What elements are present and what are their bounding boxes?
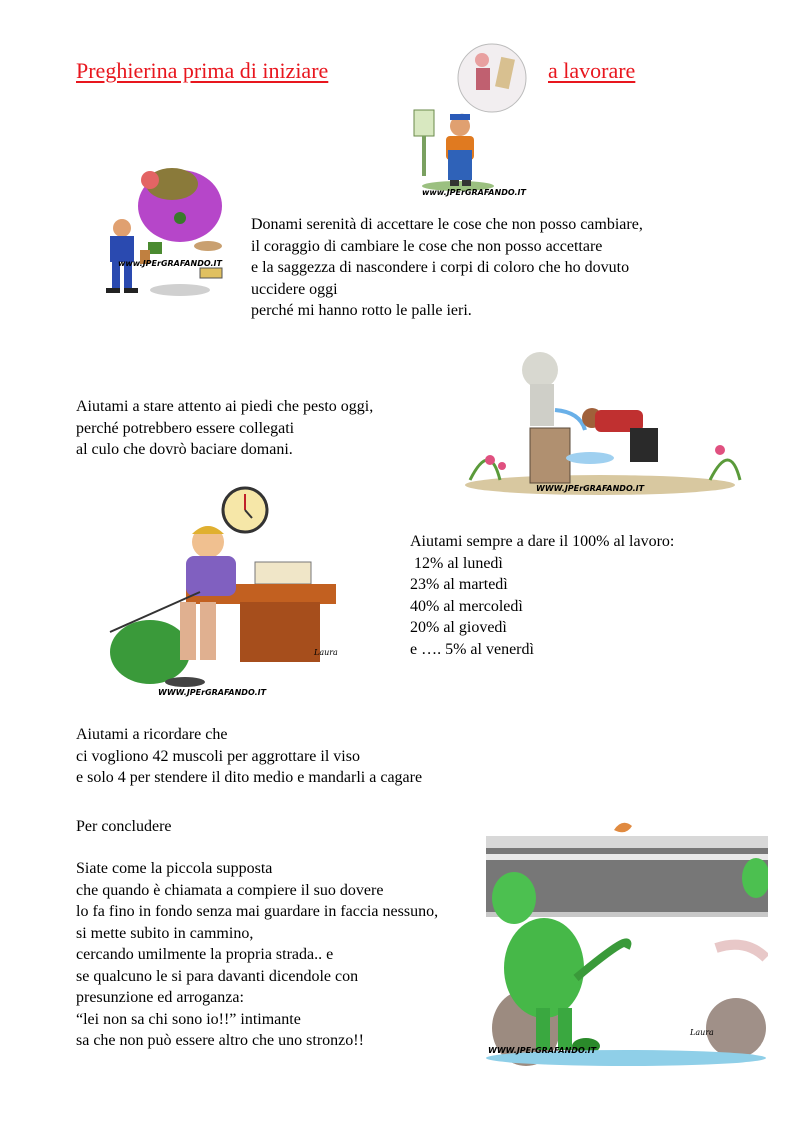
text-line: 12% al lunedì (414, 554, 503, 572)
muscles-paragraph (76, 724, 422, 789)
text-line: perché potrebbero essere collegati (76, 419, 295, 437)
text-line: il coraggio di cambiare le cose che non posso accettare (251, 237, 603, 255)
artist-signature: Laura (690, 1028, 714, 1037)
text-line: se qualcuno le si para davanti dicendole con (76, 967, 359, 985)
text-line: 23% al martedì (410, 576, 508, 593)
artist-signature: Laura (314, 648, 338, 657)
text-line: Donami serenità di accettare le cose che non posso cambiare, (251, 216, 643, 233)
watermark-text: WWW.JPErGRAFANDO.IT (536, 484, 645, 493)
suppository-paragraph (76, 858, 438, 1052)
text-line: al culo che dovrò baciare domani. (76, 441, 293, 458)
percent-paragraph (410, 531, 674, 660)
text-line: si mette subito in cammino, (76, 924, 254, 942)
feet-paragraph (76, 396, 373, 461)
text-line: presunzione ed arroganza: (76, 989, 244, 1006)
text-line: Aiutami a stare attento ai piedi che pesto oggi, (76, 398, 374, 415)
text-line: 40% al mercoledì (410, 597, 523, 615)
serenity-prayer-paragraph (251, 214, 643, 322)
text-line: cercando umilmente la propria strada.. e (76, 946, 334, 963)
text-line: perché mi hanno rotto le palle ieri. (251, 302, 472, 319)
text-line: uccidere oggi (251, 280, 338, 298)
title-right: a lavorare (548, 58, 636, 83)
text-line: Siate come la piccola supposta (76, 860, 273, 877)
watermark-text: WWW.JPErGRAFANDO.IT (488, 1046, 597, 1055)
cartoon-fountain (460, 340, 750, 500)
cartoon-office-worker (90, 482, 340, 704)
text-line: che quando è chiamata a compiere il suo dovere (76, 881, 384, 899)
watermark-text: WWW.JPErGRAFANDO.IT (158, 688, 267, 697)
text-line: ci vogliono 42 muscoli per aggrottare il viso (76, 747, 360, 765)
cartoon-balloon-man (80, 158, 230, 306)
watermark-text: www.JPErGRAFANDO.IT (422, 188, 526, 197)
text-line: sa che non può essere altro che uno stronzo!! (76, 1032, 364, 1049)
title-left: Preghierina prima di iniziare (76, 58, 329, 83)
text-line: “lei non sa chi sono io!!” intimante (76, 1010, 301, 1028)
cartoon-green-creature (486, 818, 768, 1068)
text-line: e la saggezza di nascondere i corpi di coloro che ho dovuto (251, 259, 630, 276)
text-line: lo fa fino in fondo senza mai guardare in faccia nessuno, (76, 903, 439, 920)
text-line: Aiutami sempre a dare il 100% al lavoro: (410, 533, 675, 550)
cartoon-mailbox-man (400, 40, 535, 200)
watermark-text: www.JPErGRAFANDO.IT (118, 259, 222, 268)
text-line: Aiutami a ricordare che (76, 726, 228, 743)
conclusion-heading: Per concludere (76, 818, 172, 835)
text-line: e …. 5% al venerdì (410, 640, 534, 658)
text-line: 20% al giovedì (410, 619, 507, 636)
text-line: e solo 4 per stendere il dito medio e mandarli a cagare (76, 769, 423, 786)
